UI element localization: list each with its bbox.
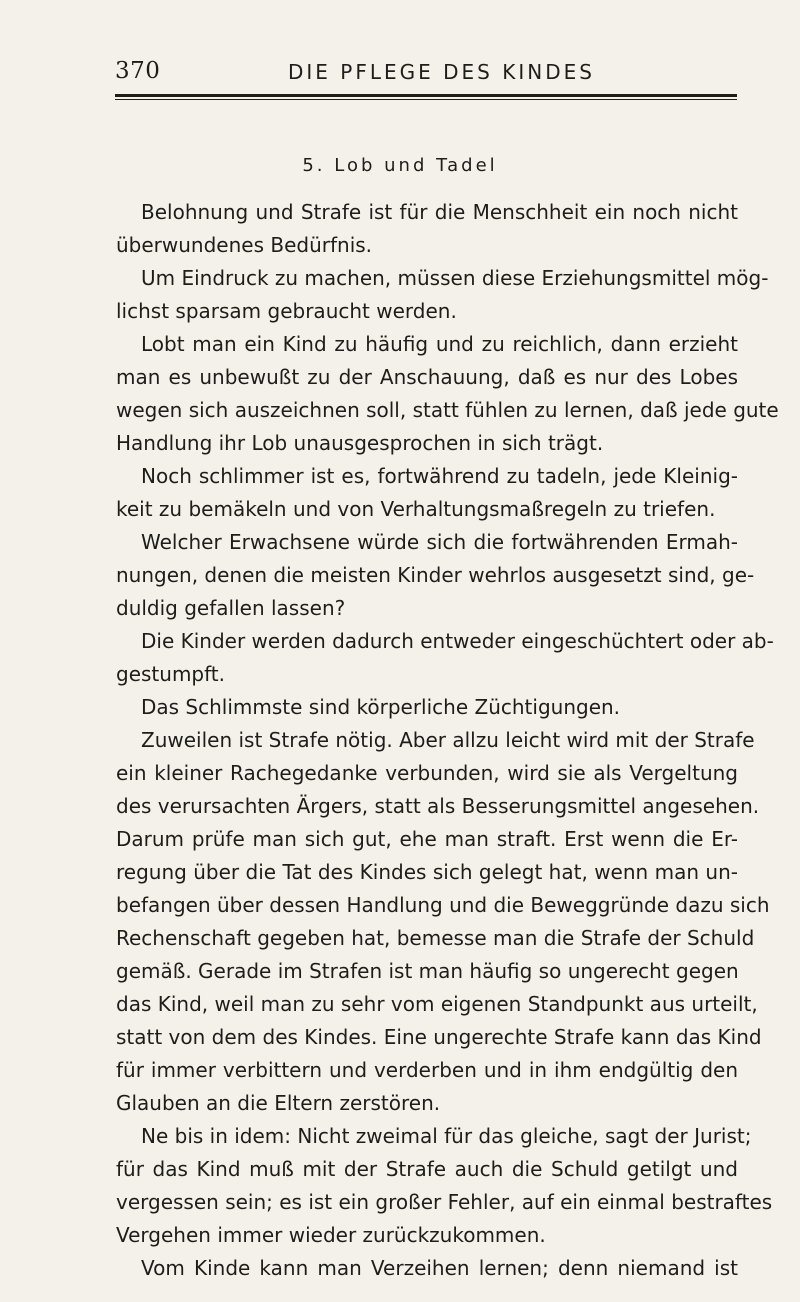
section-title: 5. Lob und Tadel [302, 155, 498, 176]
text-line: man es unbewußt zu der Anschauung, daß es nur des Lobes [116, 365, 738, 389]
text-line: für das Kind muß mit der Strafe auch die Schuld getilgt und [116, 1157, 738, 1181]
text-line: Handlung ihr Lob unausgesprochen in sich trägt. [116, 431, 604, 455]
text-line: lichst sparsam gebraucht werden. [116, 299, 457, 323]
text-line: nungen, denen die meisten Kinder wehrlos ausgesetzt sind, ge- [116, 563, 755, 587]
text-line: Noch schlimmer ist es, fortwährend zu tadeln, jede Kleinig- [141, 464, 738, 488]
text-line: regung über die Tat des Kindes sich gelegt hat, wenn man un- [116, 860, 738, 884]
body-text [116, 196, 779, 1285]
text-line: Lobt man ein Kind zu häufig und zu reichlich, dann erzieht [141, 332, 738, 356]
text-line: Vergehen immer wieder zurückzukommen. [116, 1223, 546, 1247]
text-line: wegen sich auszeichnen soll, statt fühlen zu lernen, daß jede gute [116, 398, 779, 422]
text-line: Welcher Erwachsene würde sich die fortwährenden Ermah- [141, 530, 738, 554]
page-number: 370 [115, 58, 161, 84]
text-line: gemäß. Gerade im Strafen ist man häufig so ungerecht gegen [116, 959, 739, 983]
header-rule-thick [115, 94, 737, 97]
text-line: Belohnung und Strafe ist für die Menschheit ein noch nicht [141, 200, 738, 224]
header-rule-thin [115, 99, 737, 100]
text-line: Die Kinder werden dadurch entweder eingeschüchtert oder ab- [141, 629, 774, 653]
text-line: Um Eindruck zu machen, müssen diese Erziehungsmittel mög- [141, 266, 769, 290]
page-header [115, 58, 737, 88]
text-line: Glauben an die Eltern zerstören. [116, 1091, 441, 1115]
text-line: Rechenschaft gegeben hat, bemesse man die Strafe der Schuld [116, 926, 755, 950]
text-line: Darum prüfe man sich gut, ehe man straft. Erst wenn die Er- [116, 827, 738, 851]
text-line: des verursachten Ärgers, statt als Besserungsmittel angesehen. [116, 794, 760, 818]
text-line: für immer verbittern und verderben und in ihm endgültig den [116, 1058, 738, 1082]
text-line: ein kleiner Rachegedanke verbunden, wird sie als Vergeltung [116, 761, 738, 785]
running-head: DIE PFLEGE DES KINDES [288, 60, 595, 84]
text-line: das Kind, weil man zu sehr vom eigenen Standpunkt aus urteilt, [116, 992, 758, 1016]
text-line: duldig gefallen lassen? [116, 596, 346, 620]
text-line: vergessen sein; es ist ein großer Fehler, auf ein einmal bestraftes [116, 1190, 773, 1214]
text-line: überwundenes Bedürfnis. [116, 233, 373, 257]
text-line: Ne bis in idem: Nicht zweimal für das gleiche, sagt der Jurist; [141, 1124, 752, 1148]
text-line: statt von dem des Kindes. Eine ungerechte Strafe kann das Kind [116, 1025, 762, 1049]
text-line: Das Schlimmste sind körperliche Züchtigungen. [141, 695, 621, 719]
text-line: Zuweilen ist Strafe nötig. Aber allzu leicht wird mit der Strafe [141, 728, 755, 752]
text-line: keit zu bemäkeln und von Verhaltungsmaßregeln zu triefen. [116, 497, 716, 521]
text-line: befangen über dessen Handlung und die Beweggründe dazu sich [116, 893, 770, 917]
text-line: Vom Kinde kann man Verzeihen lernen; denn niemand ist [141, 1256, 738, 1280]
text-line: gestumpft. [116, 662, 226, 686]
